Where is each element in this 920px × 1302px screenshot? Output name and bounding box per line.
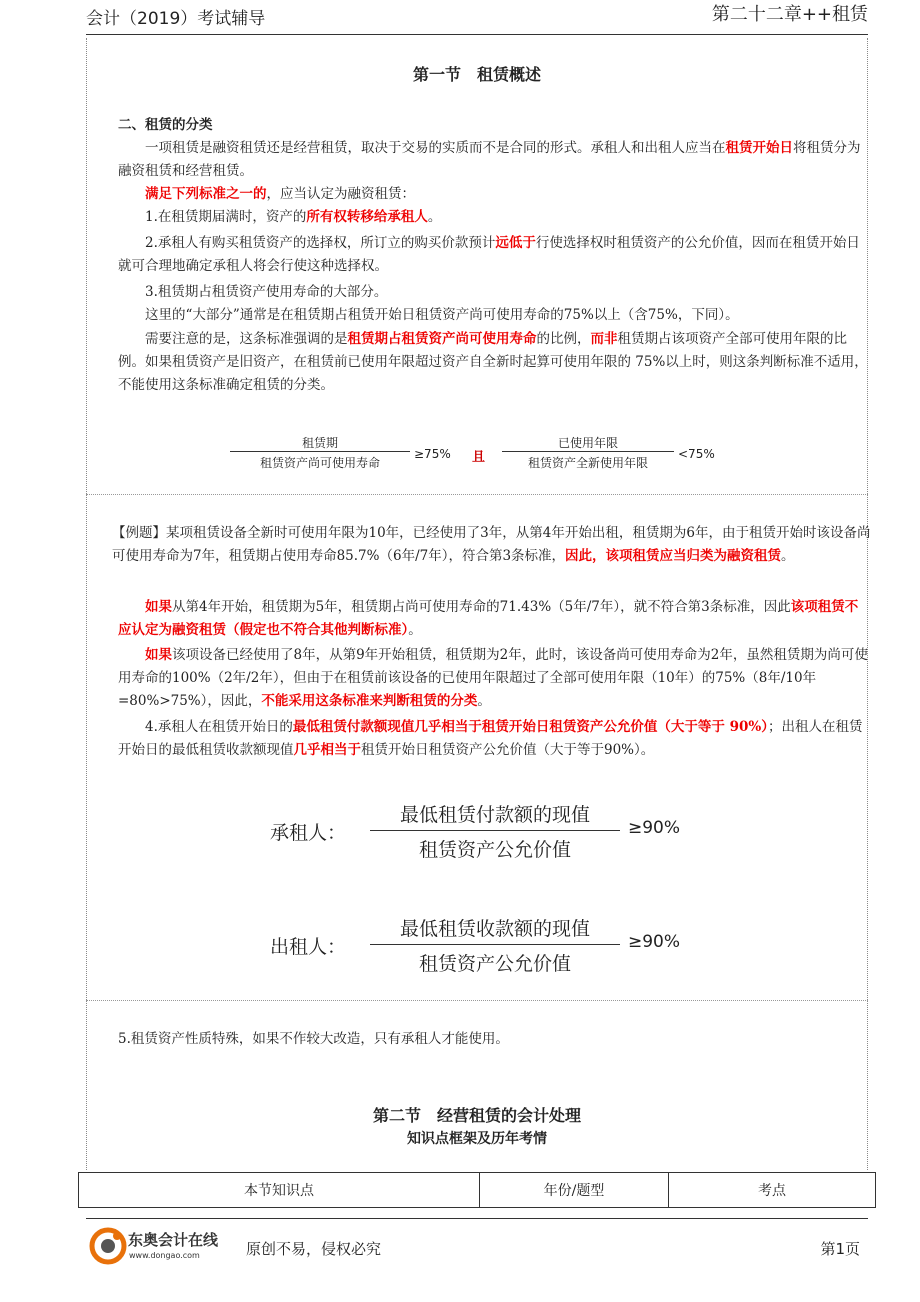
caution-text-a: 需要注意的是，这条标准强调的是	[145, 331, 348, 347]
formula1-numerator-2: 已使用年限	[557, 436, 618, 450]
formula1-compare-2: <75%	[678, 447, 715, 461]
c4-text-b: ；出租人在租赁开始日的最低租赁收款额现值	[118, 719, 863, 758]
caution-highlight-2: 而非	[590, 331, 618, 347]
footer-divider	[86, 1218, 868, 1219]
intro-highlight: 租赁开始日	[725, 140, 793, 156]
example1-end: 。	[781, 548, 795, 564]
criteria-intro	[118, 183, 870, 206]
criterion-3: 3.租赁期占租赁资产使用寿命的大部分。	[145, 284, 388, 300]
example2-highlight: 该项租赁不应认定为融资租赁（假定也不符合其他判断标准）	[118, 599, 859, 638]
fraction-bar	[370, 944, 620, 945]
c2-text-a: 2.承租人有购买租赁资产的选择权，所订立的购买价款预计	[145, 235, 496, 251]
lessor-fraction	[370, 914, 620, 976]
lessee-denominator: 租赁资产公允价值	[418, 839, 571, 861]
knowledge-table	[78, 1172, 876, 1208]
fraction-bar	[502, 451, 674, 452]
header-course: 会计（2019）考试辅导	[86, 9, 266, 29]
table-header-point: 考点	[669, 1173, 876, 1208]
section1-subtitle: 二、租赁的分类	[118, 117, 213, 133]
c4-text-c: 租赁开始日租赁资产公允价值（大于等于90%）。	[361, 742, 655, 758]
c4-highlight-2: 几乎相当于	[293, 742, 361, 758]
criterion-1	[118, 206, 870, 229]
intro-text-a: 一项租赁是融资租赁还是经营租赁，取决于交易的实质而不是合同的形式。承租人和出租人应当在	[145, 140, 726, 156]
formula1-denominator-2: 租赁资产全新使用年限	[527, 456, 648, 470]
lessor-denominator: 租赁资产公允价值	[418, 953, 571, 975]
c4-highlight-1: 最低租赁付款额现值几乎相当于租赁开始日租赁资产公允价值（大于等于 90%）	[292, 719, 768, 735]
lessee-numerator: 最低租赁付款额的现值	[399, 804, 590, 826]
formula1-fraction-2	[502, 434, 674, 471]
lessor-numerator: 最低租赁收款额的现值	[399, 918, 590, 940]
section2-title: 第二节 经营租赁的会计处理	[372, 1106, 581, 1125]
page-header	[86, 0, 868, 35]
example2-end: 。	[408, 622, 422, 638]
criteria-highlight: 满足下列标准之一的	[145, 186, 267, 202]
section1-title: 第一节 租赁概述	[412, 65, 541, 84]
lessee-fraction	[370, 800, 620, 862]
example2-text: 从第4年开始，租赁期为5年，租赁期占尚可使用寿命的71.43%（5年/7年），就不符合第3条标准，因此	[172, 599, 791, 615]
section-divider	[86, 1000, 868, 1001]
lessor-label: 出租人：	[270, 936, 347, 958]
section-divider	[86, 494, 868, 495]
header-chapter: 第二十二章++租赁	[711, 4, 868, 25]
c4-text-a: 4.承租人在租赁开始日的	[145, 719, 293, 735]
example-paragraph-2	[118, 596, 870, 642]
fraction-bar	[370, 830, 620, 831]
lessor-compare: ≥90%	[628, 932, 681, 952]
example1-text: 【例题】某项租赁设备全新时可使用年限为10年，已经使用了3年，从第4年开始出租，租赁期为6年，由于租赁开始时该设备尚可使用寿命为7年，租赁期占使用寿命85.7%（6年/7年），符合第3条标准，	[112, 525, 871, 564]
example-paragraph-3	[118, 644, 870, 713]
example3-if: 如果	[145, 647, 172, 663]
lessee-compare: ≥90%	[628, 818, 681, 838]
criterion-4	[118, 716, 870, 762]
c1-highlight: 所有权转移给承租人	[306, 209, 428, 225]
logo-url: www.dongao.com	[129, 1251, 200, 1260]
caution-text-b: 的比例，	[536, 331, 591, 347]
example2-if: 如果	[145, 599, 172, 615]
criterion-3-note: 这里的“大部分”通常是在租赁期占租赁开始日租赁资产尚可使用寿命的75%以上（含75%，下同）。	[145, 307, 739, 323]
example1-highlight: 因此，该项租赁应当归类为融资租赁	[565, 548, 782, 564]
caution-text-c: 租赁期占该项资产全部可使用年限的比例。如果租赁资产是旧资产，在租赁前已使用年限超过资产自全新时起算可使用年限的 75%以上时，则这条判断标准不适用，不能使用这条标准确定租赁的分类。	[118, 331, 868, 393]
formula1-and: 且	[472, 450, 486, 465]
intro-text-b: 将租赁分为融资租赁和经营租赁。	[118, 140, 861, 179]
dongao-logo[interactable]	[88, 1226, 228, 1266]
lessee-label: 承租人：	[270, 822, 347, 844]
formula1-fraction-1	[230, 434, 410, 471]
logo-text: 东奥会计在线	[128, 1231, 219, 1249]
criterion-5: 5.租赁资产性质特殊，如果不作较大改造，只有承租人才能使用。	[118, 1031, 509, 1047]
criterion-2	[118, 232, 870, 278]
criterion-3-caution	[118, 328, 870, 397]
criteria-text: ，应当认定为融资租赁：	[266, 186, 415, 202]
example3-highlight: 不能采用这条标准来判断租赁的分类	[261, 693, 478, 709]
fraction-bar	[230, 451, 410, 452]
formula1-denominator-1: 租赁资产尚可使用寿命	[259, 456, 380, 470]
example3-text: 该项设备已经使用了8年，从第9年开始租赁，租赁期为2年，此时，该设备尚可使用寿命为2年，虽然租赁期为尚可使用寿命的100%（2年/2年），但由于在租赁前该设备的已使用年限超过了全部可使用年限（10年）的75%（8年/10年=80%>75%），因此，	[118, 647, 868, 709]
c2-highlight: 远低于	[495, 235, 536, 251]
table-header-year: 年份/题型	[480, 1173, 669, 1208]
formula1-numerator-1: 租赁期	[301, 436, 338, 450]
table-header-knowledge: 本节知识点	[79, 1173, 480, 1208]
example3-end: 。	[477, 693, 491, 709]
section2-subtitle: 知识点框架及历年考情	[407, 1131, 547, 1147]
page-number: 第1页	[820, 1240, 860, 1258]
table-header-row	[79, 1173, 876, 1208]
footer-notice: 原创不易，侵权必究	[246, 1240, 382, 1258]
c1-text-a: 1.在租赁期届满时，资产的	[145, 209, 307, 225]
intro-paragraph	[118, 137, 870, 183]
logo-icon	[88, 1226, 228, 1266]
c2-text-b: 行使选择权时租赁资产的公允价值，因而在租赁开始日就可合理地确定承租人将会行使这种选择权。	[118, 235, 860, 274]
caution-highlight-1: 租赁期占租赁资产尚可使用寿命	[347, 331, 537, 347]
c1-text-b: 。	[427, 209, 442, 225]
example-paragraph-1	[112, 522, 872, 568]
formula1-compare-1: ≥75%	[414, 447, 451, 461]
